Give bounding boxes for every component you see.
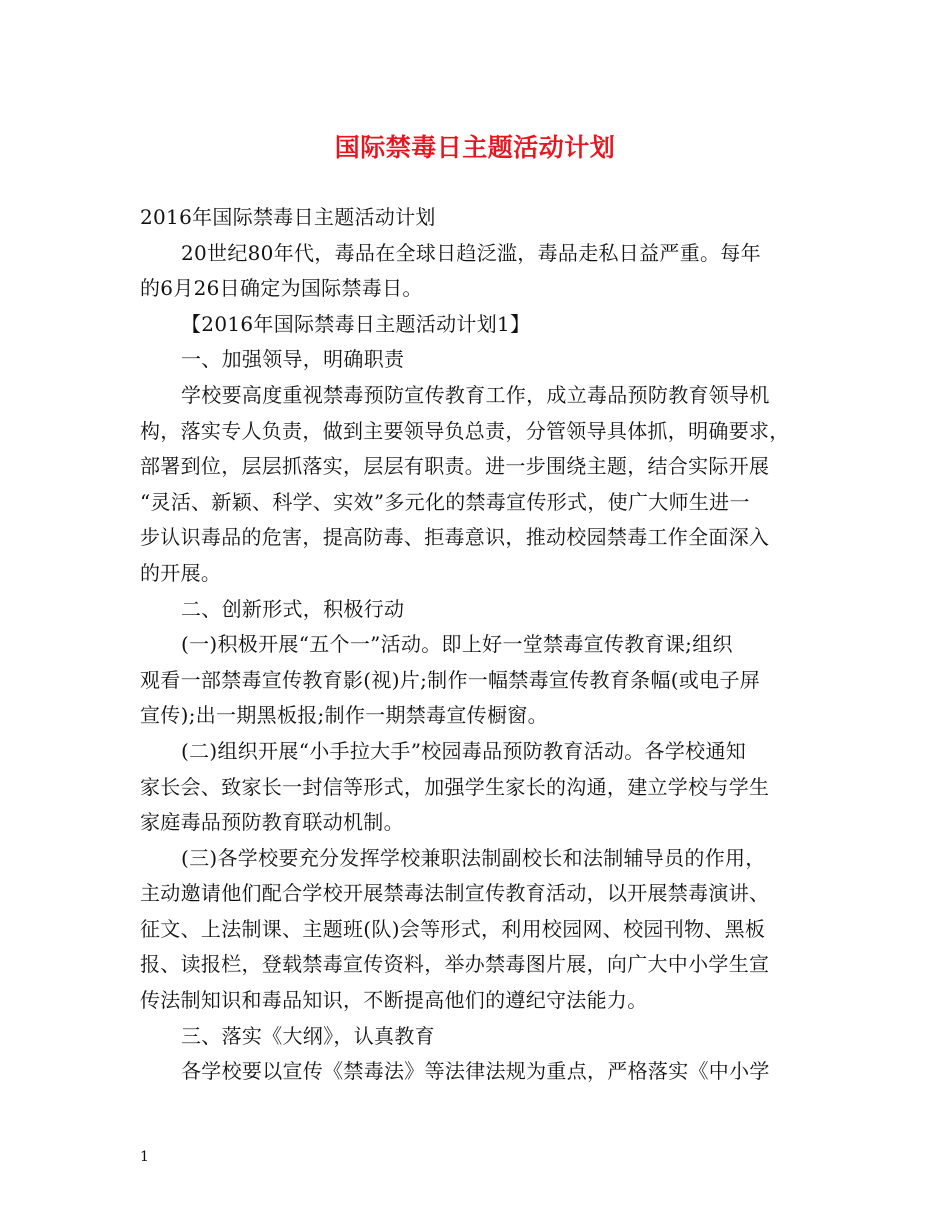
body-line: 报、读报栏，登载禁毒宣传资料，举办禁毒图片展，向广大中小学生宣 [140,952,770,977]
body-line: (一)积极开展“五个一”活动。即上好一堂禁毒宣传教育课;组织 [181,632,733,657]
document-title: 国际禁毒日主题活动计划 [334,133,616,162]
body-line: 的开展。 [140,560,222,585]
body-line: 一、加强领导，明确职责 [181,347,405,372]
body-line: (二)组织开展“小手拉大手”校园毒品预防教育活动。各学校通知 [181,738,747,763]
body-line: 家长会、致家长一封信等形式，加强学生家长的沟通，建立学校与学生 [140,774,770,799]
body-line: 2016年国际禁毒日主题活动计划 [140,205,436,229]
body-line: 步认识毒品的危害，提高防毒、拒毒意识，推动校园禁毒工作全面深入 [140,525,770,550]
body-line: 传法制知识和毒品知识，不断提高他们的遵纪守法能力。 [140,988,648,1013]
body-line: “灵活、新颖、科学、实效”多元化的禁毒宣传形式，使广大师生进一 [140,489,750,514]
body-line: 【2016年国际禁毒日主题活动计划1】 [181,311,531,336]
body-line: 主动邀请他们配合学校开展禁毒法制宣传教育活动，以开展禁毒演讲、 [140,881,770,906]
page-number: 1 [140,1149,149,1165]
body-line: 二、创新形式，积极行动 [181,596,405,621]
document-body [140,200,822,1090]
body-line: 学校要高度重视禁毒预防宣传教育工作，成立毒品预防教育领导机 [181,382,770,407]
body-line: 征文、上法制课、主题班(队)会等形式，利用校园网、校园刊物、黑板 [140,916,766,941]
body-line: 观看一部禁毒宣传教育影(视)片;制作一幅禁毒宣传教育条幅(或电子屏 [140,667,761,692]
body-line: 构，落实专人负责，做到主要领导负总责，分管领导具体抓，明确要求， [140,418,790,443]
body-line: 的6月26日确定为国际禁毒日。 [140,276,423,301]
body-line: 各学校要以宣传《禁毒法》等法律法规为重点，严格落实《中小学 [181,1059,770,1084]
body-line: 家庭毒品预防教育联动机制。 [140,810,404,835]
body-line: 宣传);出一期黑板报;制作一期禁毒宣传橱窗。 [140,703,548,728]
body-line: 三、落实《大纲》，认真教育 [181,1023,435,1048]
body-line: (三)各学校要充分发挥学校兼职法制副校长和法制辅导员的作用， [181,845,766,870]
body-line: 20世纪80年代，毒品在全球日趋泛滥，毒品走私日益严重。每年 [181,240,761,265]
body-line: 部署到位，层层抓落实，层层有职责。进一步围绕主题，结合实际开展 [140,454,770,479]
